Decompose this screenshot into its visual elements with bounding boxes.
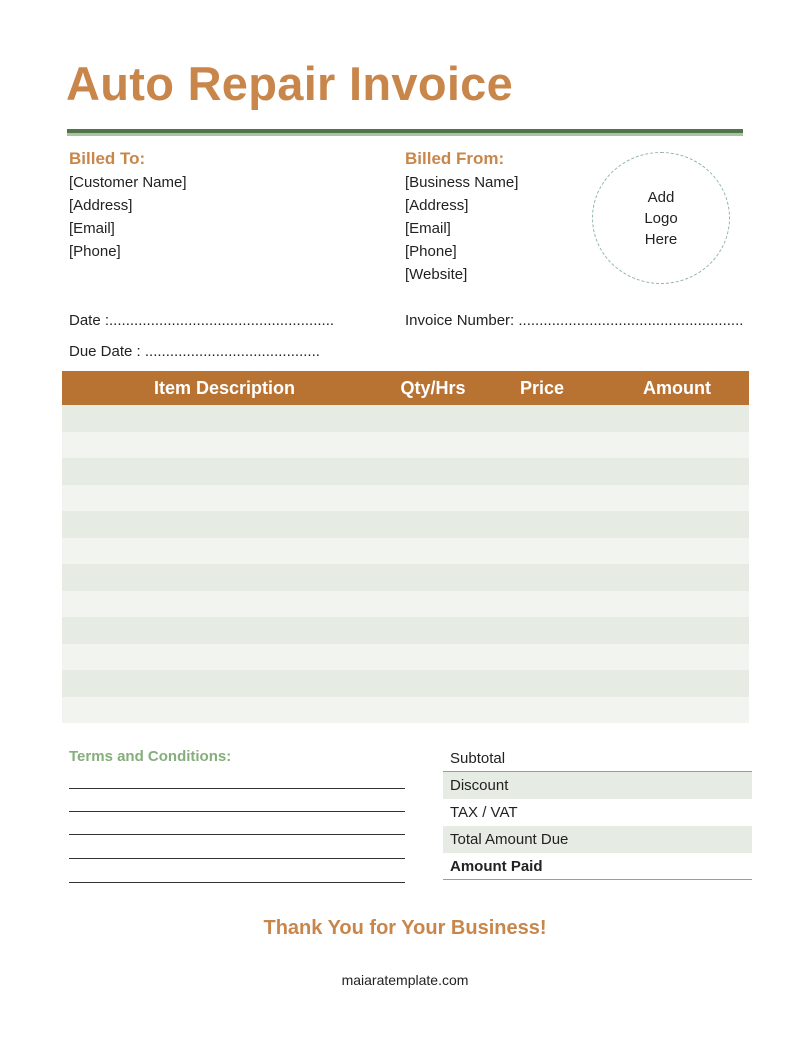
column-item-description: Item Description [153,378,296,398]
amount-paid-row[interactable]: Amount Paid [443,853,752,880]
business-name-field[interactable]: [Business Name] [405,174,519,191]
table-row[interactable] [62,617,749,644]
terms-heading: Terms and Conditions: [69,748,232,765]
table-row[interactable] [62,511,749,538]
table-row[interactable] [62,591,749,618]
header-rule-accent [67,133,743,136]
tax-row[interactable]: TAX / VAT [450,804,518,821]
invoice-number-field[interactable]: Invoice Number: ...................................................... [405,312,744,329]
business-email-field[interactable]: [Email] [405,220,451,237]
terms-line[interactable] [69,811,405,812]
table-row[interactable] [62,432,749,459]
website-link[interactable]: maiaratemplate.com [341,972,469,988]
table-row[interactable] [62,485,749,512]
items-table-body [62,405,749,723]
thank-you-message: Thank You for Your Business! [263,917,547,939]
total-due-row[interactable]: Total Amount Due [443,826,752,853]
billed-from-heading: Billed From: [405,149,505,168]
table-row[interactable] [62,644,749,671]
logo-text-line: Logo [644,209,678,227]
discount-row[interactable]: Discount [443,772,752,799]
items-table-header [62,371,749,405]
business-website-field[interactable]: [Website] [405,266,468,283]
totals-block [443,745,752,880]
customer-name-field[interactable]: [Customer Name] [69,174,187,191]
subtotal-row[interactable]: Subtotal [443,745,752,772]
billed-to-block [69,171,187,263]
table-row[interactable] [62,538,749,565]
invoice-title: Auto Repair Invoice [66,57,514,110]
terms-line[interactable] [69,788,405,789]
business-address-field[interactable]: [Address] [405,197,469,214]
column-price: Price [519,378,565,398]
customer-email-field[interactable]: [Email] [69,220,115,237]
terms-line[interactable] [69,858,405,859]
logo-text-line: Here [644,230,678,248]
customer-address-field[interactable]: [Address] [69,197,133,214]
table-row[interactable] [62,697,749,724]
billed-from-block [405,171,518,286]
due-date-field[interactable]: Due Date : .......................................... [69,343,320,360]
table-row[interactable] [62,405,749,432]
table-row[interactable] [62,458,749,485]
business-phone-field[interactable]: [Phone] [405,243,457,260]
customer-phone-field[interactable]: [Phone] [69,243,121,260]
date-field[interactable]: Date :...................................................... [69,312,335,329]
logo-placeholder[interactable] [592,152,730,284]
table-row[interactable] [62,670,749,697]
table-row[interactable] [62,564,749,591]
logo-text-line: Add [647,188,675,206]
column-qty-hrs: Qty/Hrs [400,378,466,398]
terms-line[interactable] [69,834,405,835]
column-amount: Amount [643,378,711,398]
terms-line[interactable] [69,882,405,883]
billed-to-heading: Billed To: [69,149,146,168]
